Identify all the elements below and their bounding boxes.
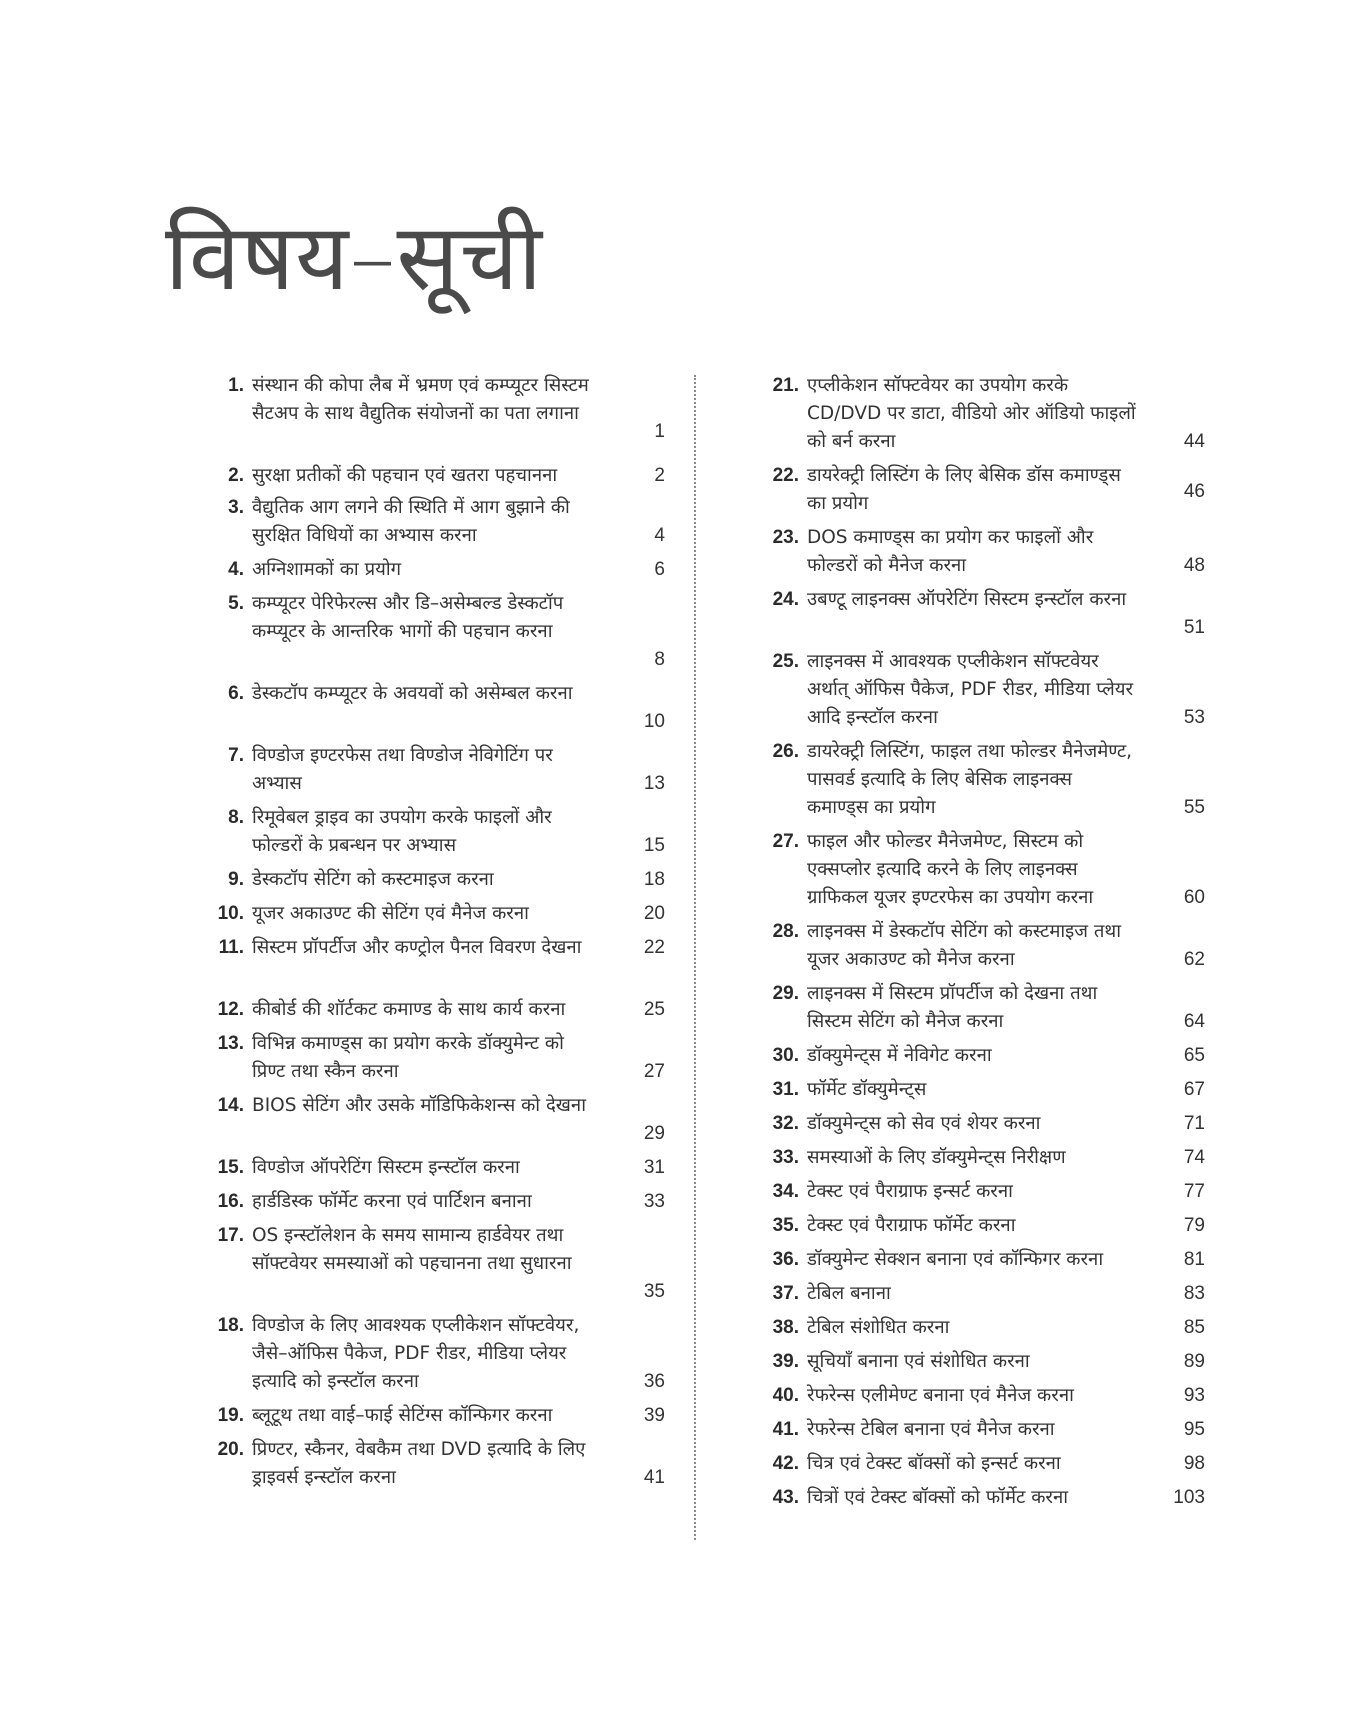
- toc-entry: [755, 1484, 1205, 1512]
- toc-entry-page: 60: [1183, 887, 1205, 908]
- toc-entry-page: 25: [643, 999, 665, 1020]
- toc-entry-number: 30.: [772, 1045, 799, 1066]
- toc-entry-page: 55: [1183, 797, 1205, 818]
- toc-entry-title: विण्डोज के लिए आवश्यक एप्लीकेशन सॉफ्टवेयर, जैसे–ऑफिस पैकेज, PDF रीडर, मीडिया प्लेयर इत्यादि को इन्स्टॉल करना: [252, 1315, 580, 1392]
- toc-entry-number: 3.: [228, 497, 244, 518]
- toc-entry-title: रेफरेन्स टेबिल बनाना एवं मैनेज करना: [807, 1419, 1055, 1440]
- toc-entry-title: रेफरेन्स एलीमेण्ट बनाना एवं मैनेज करना: [807, 1385, 1074, 1406]
- toc-entry-page: 65: [1183, 1045, 1205, 1066]
- toc-entry-page: 13: [643, 773, 665, 794]
- toc-entry-title: सुरक्षा प्रतीकों की पहचान एवं खतरा पहचानना: [252, 465, 558, 486]
- toc-column-left: [200, 372, 665, 1498]
- toc-entry-page: 1: [654, 421, 665, 442]
- toc-entry-page: 33: [643, 1191, 665, 1212]
- toc-entry-number: 12.: [217, 999, 244, 1020]
- toc-entry-page: 6: [654, 559, 665, 580]
- toc-entry: [755, 586, 1205, 642]
- toc-entry-number: 31.: [772, 1079, 799, 1100]
- page-title: विषय–सूची: [165, 204, 543, 311]
- toc-entry-number: 27.: [772, 831, 799, 852]
- toc-entry: [200, 556, 665, 584]
- toc-entry-page: 10: [643, 711, 665, 732]
- toc-entry-number: 2.: [228, 465, 244, 486]
- toc-entry-number: 18.: [217, 1315, 244, 1336]
- toc-entry-page: 15: [643, 835, 665, 856]
- toc-entry-page: 67: [1183, 1079, 1205, 1100]
- toc-entry-title: डॉक्युमेन्ट्स में नेविगेट करना: [807, 1045, 992, 1066]
- toc-entry-number: 41.: [772, 1419, 799, 1440]
- toc-entry-page: 48: [1183, 555, 1205, 576]
- toc-entry-number: 23.: [772, 527, 799, 548]
- toc-entry-title: चित्रों एवं टेक्स्ट बॉक्सों को फॉर्मेट करना: [807, 1487, 1069, 1508]
- toc-entry-title: फाइल और फोल्डर मैनेजमेण्ट, सिस्टम को एक्सप्लोर इत्यादि करने के लिए लाइनक्स ग्राफिकल यूजर इण्टरफेस का उपयोग करना: [807, 831, 1094, 908]
- toc-entry-title: डायरेक्ट्री लिस्टिंग, फाइल तथा फोल्डर मैनेजमेण्ट, पासवर्ड इत्यादि के लिए बेसिक लाइनक्स कमाण्ड्स का प्रयोग: [807, 741, 1133, 818]
- toc-entry-page: 98: [1183, 1453, 1205, 1474]
- toc-entry-page: 41: [643, 1467, 665, 1488]
- toc-entry-number: 26.: [772, 741, 799, 762]
- toc-entry-page: 79: [1183, 1215, 1205, 1236]
- toc-entry-title: लाइनक्स में सिस्टम प्रॉपर्टीज को देखना तथा सिस्टम सेटिंग को मैनेज करना: [807, 983, 1098, 1032]
- toc-entry: [755, 1348, 1205, 1376]
- toc-entry-title: डॉक्युमेन्ट सेक्शन बनाना एवं कॉन्फिगर करना: [807, 1249, 1104, 1270]
- toc-entry-title: BIOS सेटिंग और उसके मॉडिफिकेशन्स को देखना: [252, 1095, 586, 1116]
- toc-entry: [755, 1076, 1205, 1104]
- toc-entry-page: 89: [1183, 1351, 1205, 1372]
- toc-entry: [200, 1188, 665, 1216]
- toc-entry: [755, 1416, 1205, 1444]
- toc-entry-title: टेबिल बनाना: [807, 1283, 891, 1304]
- toc-entry-title: फॉर्मेट डॉक्युमेन्ट्स: [807, 1079, 927, 1100]
- toc-entry-title: विभिन्न कमाण्ड्स का प्रयोग करके डॉक्युमेन्ट को प्रिण्ट तथा स्कैन करना: [252, 1033, 564, 1082]
- toc-entry: [755, 1178, 1205, 1206]
- toc-entry-number: 10.: [217, 903, 244, 924]
- toc-entry-number: 39.: [772, 1351, 799, 1372]
- toc-entry-title: डेस्कटॉप सेटिंग को कस्टमाइज करना: [252, 869, 494, 890]
- toc-entry-number: 7.: [228, 745, 244, 766]
- toc-entry-number: 29.: [772, 983, 799, 1004]
- toc-entry-title: डायरेक्ट्री लिस्टिंग के लिए बेसिक डॉस कमाण्ड्स का प्रयोग: [807, 465, 1121, 514]
- toc-entry-number: 34.: [772, 1181, 799, 1202]
- toc-entry-number: 36.: [772, 1249, 799, 1270]
- toc-entry: [200, 996, 665, 1024]
- toc-entry-title: कीबोर्ड की शॉर्टकट कमाण्ड के साथ कार्य करना: [252, 999, 566, 1020]
- toc-entry-page: 64: [1183, 1011, 1205, 1032]
- toc-entry-title: प्रिण्टर, स्कैनर, वेबकैम तथा DVD इत्यादि के लिए ड्राइवर्स इन्स्टॉल करना: [252, 1439, 586, 1488]
- toc-entry: [755, 524, 1205, 580]
- toc-entry: [755, 1450, 1205, 1478]
- toc-entry-number: 4.: [228, 559, 244, 580]
- toc-entry-number: 32.: [772, 1113, 799, 1134]
- toc-entry-page: 77: [1183, 1181, 1205, 1202]
- toc-entry-page: 31: [643, 1157, 665, 1178]
- toc-entry-number: 40.: [772, 1385, 799, 1406]
- toc-entry-number: 43.: [772, 1487, 799, 1508]
- toc-entry: [755, 1246, 1205, 1274]
- toc-entry-page: 39: [643, 1405, 665, 1426]
- toc-entry-title: डॉक्युमेन्ट्स को सेव एवं शेयर करना: [807, 1113, 1041, 1134]
- toc-entry-title: सिस्टम प्रॉपर्टीज और कण्ट्रोल पैनल विवरण देखना: [252, 937, 582, 958]
- toc-entry-title: यूजर अकाउण्ट की सेटिंग एवं मैनेज करना: [252, 903, 529, 924]
- toc-entry-page: 35: [643, 1281, 665, 1302]
- toc-entry: [200, 494, 665, 550]
- toc-entry: [755, 918, 1205, 974]
- toc-entry-page: 22: [643, 937, 665, 958]
- toc-entry: [200, 1222, 665, 1306]
- toc-entry: [755, 372, 1205, 456]
- toc-entry: [755, 1314, 1205, 1342]
- column-divider: [694, 375, 696, 1540]
- toc-entry-page: 93: [1183, 1385, 1205, 1406]
- toc-entry-page: 103: [1173, 1487, 1205, 1508]
- toc-entry-number: 1.: [228, 375, 244, 396]
- toc-entry: [200, 742, 665, 798]
- toc-entry-title: वैद्युतिक आग लगने की स्थिति में आग बुझाने की सुरक्षित विधियों का अभ्यास करना: [252, 497, 570, 546]
- toc-entry-title: DOS कमाण्ड्स का प्रयोग कर फाइलों और फोल्डरों को मैनेज करना: [807, 527, 1094, 576]
- toc-entry: [755, 738, 1205, 822]
- toc-entry: [755, 1144, 1205, 1172]
- toc-entry-title: लाइनक्स में डेस्कटॉप सेटिंग को कस्टमाइज तथा यूजर अकाउण्ट को मैनेज करना: [807, 921, 1122, 970]
- toc-entry-page: 51: [1183, 617, 1205, 638]
- toc-entry-number: 28.: [772, 921, 799, 942]
- toc-entry-number: 21.: [772, 375, 799, 396]
- toc-entry: [200, 1154, 665, 1182]
- toc-entry: [755, 980, 1205, 1036]
- toc-entry-title: कम्प्यूटर पेरिफेरल्स और डि–असेम्बल्ड डेस्कटॉप कम्प्यूटर के आन्तरिक भागों की पहचान करना: [252, 593, 564, 642]
- toc-entry-page: 2: [654, 465, 665, 486]
- toc-entry-title: समस्याओं के लिए डॉक्युमेन्ट्स निरीक्षण: [807, 1147, 1066, 1168]
- toc-entry: [200, 590, 665, 674]
- toc-entry-page: 36: [643, 1371, 665, 1392]
- toc-entry-page: 95: [1183, 1419, 1205, 1440]
- toc-entry: [200, 462, 665, 490]
- toc-entry-number: 24.: [772, 589, 799, 610]
- toc-entry-title: एप्लीकेशन सॉफ्टवेयर का उपयोग करके CD/DVD पर डाटा, वीडियो ओर ऑडियो फाइलों को बर्न करना: [807, 375, 1136, 452]
- toc-entry-number: 6.: [228, 683, 244, 704]
- toc-entry-number: 33.: [772, 1147, 799, 1168]
- toc-entry-page: 20: [643, 903, 665, 924]
- toc-entry-number: 22.: [772, 465, 799, 486]
- toc-entry: [755, 1110, 1205, 1138]
- toc-entry-title: सूचियाँ बनाना एवं संशोधित करना: [807, 1351, 1030, 1372]
- toc-entry-title: टेक्स्ट एवं पैराग्राफ फॉर्मेट करना: [807, 1215, 1016, 1236]
- toc-entry: [200, 372, 665, 456]
- toc-entry-page: 83: [1183, 1283, 1205, 1304]
- toc-entry-number: 13.: [217, 1033, 244, 1054]
- toc-entry: [200, 804, 665, 860]
- toc-entry-title: हार्डडिस्क फॉर्मेट करना एवं पार्टिशन बनाना: [252, 1191, 532, 1212]
- toc-entry: [755, 828, 1205, 912]
- toc-entry-page: 8: [654, 649, 665, 670]
- toc-entry-page: 74: [1183, 1147, 1205, 1168]
- toc-entry: [200, 1312, 665, 1396]
- toc-entry-page: 29: [643, 1123, 665, 1144]
- toc-entry: [200, 1436, 665, 1492]
- toc-entry-number: 20.: [217, 1439, 244, 1460]
- toc-entry-number: 42.: [772, 1453, 799, 1474]
- toc-entry-title: ब्लूटूथ तथा वाई–फाई सेटिंग्स कॉन्फिगर करना: [252, 1405, 553, 1426]
- toc-entry-page: 27: [643, 1061, 665, 1082]
- toc-entry-number: 38.: [772, 1317, 799, 1338]
- toc-entry: [200, 1092, 665, 1148]
- toc-entry-title: चित्र एवं टेक्स्ट बॉक्सों को इन्सर्ट करना: [807, 1453, 1061, 1474]
- toc-entry-number: 17.: [217, 1225, 244, 1246]
- toc-entry-title: OS इन्स्टॉलेशन के समय सामान्य हार्डवेयर तथा सॉफ्टवेयर समस्याओं को पहचानना तथा सुधारना: [252, 1225, 572, 1274]
- toc-entry-title: संस्थान की कोपा लैब में भ्रमण एवं कम्प्यूटर सिस्टम सैटअप के साथ वैद्युतिक संयोजनों का पता लगाना: [252, 375, 589, 424]
- toc-entry-number: 19.: [217, 1405, 244, 1426]
- toc-entry-number: 35.: [772, 1215, 799, 1236]
- toc-entry-number: 16.: [217, 1191, 244, 1212]
- toc-entry-title: लाइनक्स में आवश्यक एप्लीकेशन सॉफ्टवेयर अर्थात् ऑफिस पैकेज, PDF रीडर, मीडिया प्लेयर आदि इन्स्टॉल करना: [807, 651, 1134, 728]
- toc-entry: [200, 866, 665, 894]
- toc-entry-page: 46: [1183, 481, 1205, 502]
- toc-entry-number: 5.: [228, 593, 244, 614]
- toc-entry-number: 14.: [217, 1095, 244, 1116]
- toc-entry-number: 37.: [772, 1283, 799, 1304]
- toc-entry: [200, 680, 665, 736]
- toc-entry-page: 44: [1183, 431, 1205, 452]
- toc-entry: [755, 1042, 1205, 1070]
- toc-entry-number: 15.: [217, 1157, 244, 1178]
- toc-entry: [200, 900, 665, 928]
- toc-entry-page: 4: [654, 525, 665, 546]
- toc-entry: [755, 462, 1205, 518]
- toc-entry-title: टेबिल संशोधित करना: [807, 1317, 950, 1338]
- toc-entry: [755, 1382, 1205, 1410]
- toc-entry: [200, 934, 665, 990]
- toc-entry-page: 18: [643, 869, 665, 890]
- toc-entry-title: उबण्टू लाइनक्स ऑपरेटिंग सिस्टम इन्स्टॉल करना: [807, 589, 1127, 610]
- toc-entry-number: 8.: [228, 807, 244, 828]
- toc-entry-title: रिमूवेबल ड्राइव का उपयोग करके फाइलों और फोल्डरों के प्रबन्धन पर अभ्यास: [252, 807, 552, 856]
- toc-entry-page: 81: [1183, 1249, 1205, 1270]
- toc-entry: [755, 1212, 1205, 1240]
- toc-entry-title: विण्डोज इण्टरफेस तथा विण्डोज नेविगेटिंग पर अभ्यास: [252, 745, 553, 794]
- toc-entry-page: 62: [1183, 949, 1205, 970]
- toc-entry-number: 9.: [228, 869, 244, 890]
- toc-entry-title: अग्निशामकों का प्रयोग: [252, 559, 402, 580]
- toc-entry: [200, 1030, 665, 1086]
- toc-entry-number: 25.: [772, 651, 799, 672]
- toc-entry-title: टेक्स्ट एवं पैराग्राफ इन्सर्ट करना: [807, 1181, 1013, 1202]
- toc-entry-number: 11.: [218, 937, 244, 958]
- toc-entry-page: 53: [1183, 707, 1205, 728]
- toc-column-right: [755, 372, 1205, 1518]
- toc-entry: [755, 648, 1205, 732]
- toc-entry: [755, 1280, 1205, 1308]
- toc-entry-title: डेस्कटॉप कम्प्यूटर के अवयवों को असेम्बल करना: [252, 683, 573, 704]
- toc-entry: [200, 1402, 665, 1430]
- toc-entry-page: 71: [1183, 1113, 1205, 1134]
- toc-entry-page: 85: [1183, 1317, 1205, 1338]
- toc-entry-title: विण्डोज ऑपरेटिंग सिस्टम इन्स्टॉल करना: [252, 1157, 520, 1178]
